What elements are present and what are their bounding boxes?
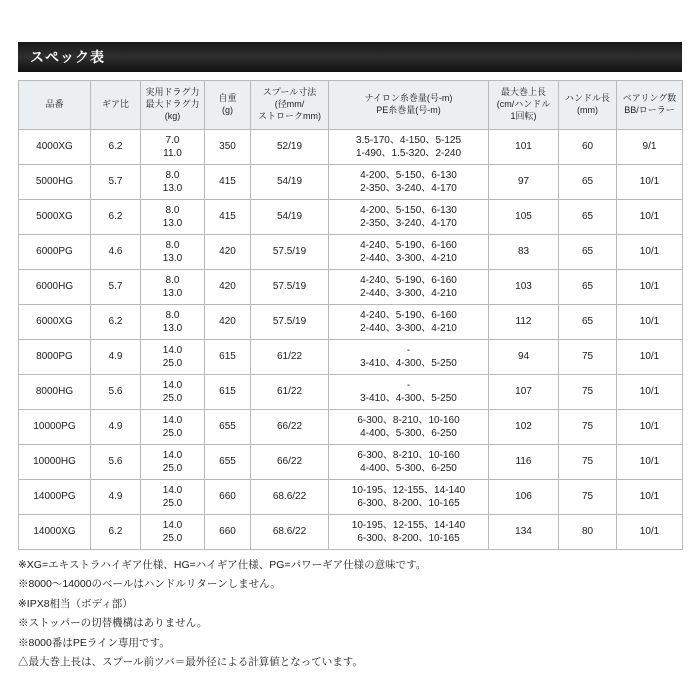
cell-gear-ratio: [91, 445, 141, 480]
cell-model: [19, 130, 91, 165]
cell-drag-practical: 8.0: [165, 204, 180, 216]
cell-spool: [251, 165, 329, 200]
cell-bearings: [617, 165, 683, 200]
cell-retrieve-value: 94: [517, 351, 530, 363]
cell-line-nylon: 10-195、12-155、14-140: [351, 519, 466, 531]
cell-drag-max: 25.0: [162, 498, 183, 509]
cell-bearings-value: 10/1: [639, 491, 660, 503]
cell-line-nylon: 6-300、8-210、10-160: [357, 414, 460, 426]
cell-weight: [205, 515, 251, 550]
cell-drag-max: 13.0: [162, 218, 183, 229]
cell-gear-ratio-value: 5.7: [108, 281, 123, 293]
cell-retrieve-value: 103: [515, 281, 532, 293]
cell-line-nylon: 4-200、5-150、6-130: [360, 204, 457, 216]
note-line: ※ストッパーの切替機構はありません。: [18, 617, 208, 630]
cell-gear-ratio: [91, 130, 141, 165]
cell-weight-value: 660: [219, 526, 236, 538]
cell-spool-value: 68.6/22: [272, 491, 307, 503]
cell-model: [19, 410, 91, 445]
cell-bearings-value: 10/1: [639, 526, 660, 538]
cell-retrieve-value: 97: [517, 176, 530, 188]
column-header-weight-line1: 自重: [218, 93, 237, 104]
cell-drag-max: 13.0: [162, 253, 183, 264]
cell-model: [19, 445, 91, 480]
cell-drag: [141, 410, 205, 445]
cell-line-pe: 3-410、4-300、5-250: [360, 393, 457, 404]
cell-handle-value: 75: [581, 421, 594, 433]
column-header-handle-line2: (mm): [577, 105, 598, 115]
column-header-retrieve-line2: (cm/ハンドル: [496, 99, 551, 110]
page-title: スペック表: [30, 49, 105, 65]
cell-retrieve-value: 134: [515, 526, 532, 538]
cell-handle: [559, 340, 617, 375]
cell-handle-value: 65: [581, 211, 594, 223]
cell-weight-value: 655: [219, 456, 236, 468]
cell-spool: [251, 445, 329, 480]
cell-handle: [559, 375, 617, 410]
cell-drag-practical: 8.0: [165, 169, 180, 181]
cell-retrieve: [489, 340, 559, 375]
cell-model-value: 14000PG: [33, 491, 76, 503]
cell-handle: [559, 515, 617, 550]
cell-drag-max: 13.0: [162, 183, 183, 194]
table-header: [19, 81, 683, 130]
cell-drag: [141, 130, 205, 165]
cell-bearings-value: 10/1: [639, 176, 660, 188]
column-header-bearings-line1: ベアリング数: [622, 93, 677, 104]
cell-gear-ratio: [91, 410, 141, 445]
cell-retrieve: [489, 270, 559, 305]
cell-drag-max: 25.0: [162, 533, 183, 544]
cell-retrieve-value: 106: [515, 491, 532, 503]
cell-drag-practical: 14.0: [162, 344, 183, 356]
column-header-line-nylon: ナイロン糸巻量(号-m): [364, 93, 453, 104]
cell-line-pe: 2-440、3-300、4-210: [360, 253, 457, 264]
column-header-retrieve-line3: 1回転): [510, 110, 537, 121]
cell-weight: [205, 270, 251, 305]
cell-gear-ratio: [91, 340, 141, 375]
cell-handle-value: 65: [581, 246, 594, 258]
column-header-spool-line3: ストロークmm): [258, 110, 321, 121]
cell-spool: [251, 480, 329, 515]
table-row: [19, 130, 683, 165]
cell-gear-ratio-value: 4.6: [108, 246, 123, 258]
cell-drag-practical: 8.0: [165, 309, 180, 321]
cell-drag-practical: 8.0: [165, 274, 180, 286]
cell-line-pe: 4-400、5-300、6-250: [360, 428, 457, 439]
column-header-handle-line1: ハンドル長: [564, 93, 610, 104]
column-header-model: [19, 81, 91, 130]
cell-drag: [141, 480, 205, 515]
cell-drag-max: 25.0: [162, 463, 183, 474]
cell-bearings: [617, 305, 683, 340]
cell-line-capacity: [329, 200, 489, 235]
cell-bearings-value: 9/1: [642, 141, 657, 153]
cell-gear-ratio-value: 6.2: [108, 316, 123, 328]
column-header-weight-line2: (g): [222, 105, 233, 115]
cell-handle: [559, 165, 617, 200]
cell-drag-practical: 8.0: [165, 239, 180, 251]
cell-line-pe: 6-300、8-200、10-165: [357, 498, 460, 509]
table-row: [19, 235, 683, 270]
cell-retrieve-value: 83: [517, 246, 530, 258]
cell-bearings-value: 10/1: [639, 351, 660, 363]
table-row: [19, 200, 683, 235]
cell-retrieve-value: 102: [515, 421, 532, 433]
table-header-row: [19, 81, 683, 130]
cell-spool: [251, 130, 329, 165]
cell-weight-value: 615: [219, 351, 236, 363]
cell-line-capacity: [329, 130, 489, 165]
cell-drag: [141, 445, 205, 480]
column-header-bearings: [617, 81, 683, 130]
cell-model: [19, 480, 91, 515]
cell-weight: [205, 340, 251, 375]
cell-bearings-value: 10/1: [639, 421, 660, 433]
note-line: ※IPX8相当（ボディ部）: [18, 597, 133, 610]
cell-spool: [251, 410, 329, 445]
cell-bearings: [617, 410, 683, 445]
cell-spool-value: 66/22: [276, 456, 303, 468]
cell-line-capacity: [329, 480, 489, 515]
cell-line-nylon: 3.5-170、4-150、5-125: [355, 134, 462, 146]
note-line: ※8000番はPEライン専用です。: [18, 636, 170, 649]
cell-gear-ratio-value: 5.7: [108, 176, 123, 188]
cell-weight-value: 660: [219, 491, 236, 503]
cell-bearings-value: 10/1: [639, 281, 660, 293]
column-header-spool-line1: スプール寸法: [262, 87, 317, 98]
cell-model-value: 8000HG: [35, 386, 74, 398]
table-row: [19, 480, 683, 515]
cell-retrieve: [489, 480, 559, 515]
cell-model: [19, 235, 91, 270]
cell-bearings-value: 10/1: [639, 211, 660, 223]
cell-retrieve: [489, 235, 559, 270]
cell-drag: [141, 375, 205, 410]
cell-retrieve: [489, 375, 559, 410]
cell-drag: [141, 270, 205, 305]
cell-retrieve-value: 112: [515, 316, 532, 328]
cell-retrieve: [489, 445, 559, 480]
cell-gear-ratio: [91, 515, 141, 550]
cell-spool-value: 57.5/19: [272, 246, 307, 258]
cell-model: [19, 200, 91, 235]
cell-spool: [251, 305, 329, 340]
cell-model-value: 6000HG: [35, 281, 74, 293]
cell-drag-practical: 14.0: [162, 519, 183, 531]
cell-drag-practical: 14.0: [162, 414, 183, 426]
cell-model-value: 4000XG: [36, 141, 73, 153]
cell-bearings: [617, 340, 683, 375]
cell-weight: [205, 480, 251, 515]
cell-bearings-value: 10/1: [639, 246, 660, 258]
cell-model-value: 5000HG: [35, 176, 74, 188]
table-row: [19, 515, 683, 550]
cell-weight-value: 350: [219, 141, 236, 153]
cell-weight-value: 655: [219, 421, 236, 433]
cell-model-value: 6000PG: [36, 246, 73, 258]
cell-gear-ratio: [91, 165, 141, 200]
cell-spool-value: 57.5/19: [272, 281, 307, 293]
cell-bearings: [617, 130, 683, 165]
cell-drag: [141, 200, 205, 235]
cell-handle-value: 60: [581, 141, 594, 153]
cell-gear-ratio-value: 4.9: [108, 491, 123, 503]
cell-line-capacity: [329, 270, 489, 305]
cell-gear-ratio: [91, 375, 141, 410]
cell-gear-ratio: [91, 235, 141, 270]
cell-handle: [559, 200, 617, 235]
note-line: ※XG=エキストラハイギア仕様、HG=ハイギア仕様、PG=パワーギア仕様の意味です。: [18, 559, 427, 571]
column-header-gear-ratio-label: ギア比: [101, 99, 129, 110]
cell-model: [19, 340, 91, 375]
cell-line-capacity: [329, 340, 489, 375]
cell-gear-ratio-value: 6.2: [108, 141, 123, 153]
cell-spool: [251, 340, 329, 375]
note-line: △最大巻上長は、スプール前ツバ＝最外径による計算値となっています。: [18, 656, 363, 669]
cell-retrieve: [489, 200, 559, 235]
cell-handle-value: 65: [581, 316, 594, 328]
column-header-spool: [251, 81, 329, 130]
cell-model-value: 8000PG: [36, 351, 73, 363]
cell-drag-max: 25.0: [162, 393, 183, 404]
cell-drag-max: 25.0: [162, 428, 183, 439]
cell-drag-practical: 14.0: [162, 484, 183, 496]
cell-handle: [559, 270, 617, 305]
cell-line-nylon: 10-195、12-155、14-140: [351, 484, 466, 496]
cell-line-nylon: 4-240、5-190、6-160: [360, 309, 457, 321]
cell-model-value: 10000HG: [33, 456, 76, 468]
cell-handle: [559, 480, 617, 515]
cell-gear-ratio: [91, 200, 141, 235]
cell-model: [19, 165, 91, 200]
cell-spool-value: 66/22: [276, 421, 303, 433]
cell-spool-value: 54/19: [276, 211, 303, 223]
cell-bearings: [617, 445, 683, 480]
cell-model: [19, 305, 91, 340]
note-line: ※8000～14000のベールはハンドルリターンしません。: [18, 578, 281, 591]
cell-spool-value: 61/22: [276, 351, 303, 363]
cell-weight-value: 415: [219, 211, 236, 223]
cell-handle-value: 75: [581, 351, 594, 363]
cell-retrieve-value: 116: [515, 456, 532, 468]
table-row: [19, 410, 683, 445]
cell-spool-value: 61/22: [276, 386, 303, 398]
cell-handle-value: 75: [581, 491, 594, 503]
cell-spool: [251, 515, 329, 550]
cell-handle-value: 65: [581, 281, 594, 293]
cell-bearings: [617, 270, 683, 305]
cell-line-nylon: 6-300、8-210、10-160: [357, 449, 460, 461]
cell-weight: [205, 410, 251, 445]
cell-drag: [141, 305, 205, 340]
section-header: [18, 42, 682, 72]
cell-retrieve: [489, 305, 559, 340]
cell-model-value: 14000XG: [33, 526, 76, 538]
cell-model: [19, 375, 91, 410]
cell-gear-ratio-value: 5.6: [108, 386, 123, 398]
column-header-drag-line2: 最大ドラグ力: [145, 99, 200, 110]
cell-model-value: 6000XG: [36, 316, 73, 328]
cell-gear-ratio: [91, 270, 141, 305]
column-header-weight: [205, 81, 251, 130]
cell-drag: [141, 165, 205, 200]
table-body: [19, 130, 683, 550]
cell-spool-value: 54/19: [276, 176, 303, 188]
cell-line-nylon: 4-240、5-190、6-160: [360, 274, 457, 286]
spec-table: [18, 80, 683, 550]
cell-drag-practical: 7.0: [165, 134, 180, 146]
cell-weight-value: 615: [219, 386, 236, 398]
cell-model-value: 5000XG: [36, 211, 73, 223]
table-row: [19, 445, 683, 480]
cell-drag: [141, 235, 205, 270]
cell-retrieve-value: 101: [515, 141, 532, 153]
table-row: [19, 165, 683, 200]
column-header-drag-line3: (kg): [164, 110, 181, 121]
cell-gear-ratio-value: 5.6: [108, 456, 123, 468]
cell-handle: [559, 235, 617, 270]
cell-bearings: [617, 480, 683, 515]
cell-spool-value: 52/19: [276, 141, 303, 153]
column-header-bearings-line2: BB/ローラー: [624, 105, 675, 115]
cell-line-pe: 2-350、3-240、4-170: [360, 218, 457, 229]
table-row: [19, 340, 683, 375]
column-header-gear-ratio: [91, 81, 141, 130]
cell-bearings: [617, 375, 683, 410]
cell-handle: [559, 130, 617, 165]
cell-weight-value: 420: [219, 316, 236, 328]
cell-gear-ratio-value: 6.2: [108, 211, 123, 223]
cell-spool-value: 57.5/19: [272, 316, 307, 328]
cell-line-pe: 2-440、3-300、4-210: [360, 288, 457, 299]
cell-line-capacity: [329, 515, 489, 550]
column-header-retrieve-line1: 最大巻上長: [500, 87, 546, 98]
cell-drag-max: 25.0: [162, 358, 183, 369]
cell-weight: [205, 200, 251, 235]
cell-weight: [205, 445, 251, 480]
cell-line-pe: 6-300、8-200、10-165: [357, 533, 460, 544]
cell-weight: [205, 130, 251, 165]
notes-block: [18, 556, 688, 673]
cell-gear-ratio: [91, 305, 141, 340]
cell-gear-ratio: [91, 480, 141, 515]
cell-retrieve: [489, 130, 559, 165]
cell-handle-value: 75: [581, 456, 594, 468]
cell-bearings-value: 10/1: [639, 456, 660, 468]
cell-weight: [205, 165, 251, 200]
cell-line-pe: 1-490、1.5-320、2-240: [355, 148, 462, 159]
cell-line-pe: 3-410、4-300、5-250: [360, 358, 457, 369]
cell-line-pe: 2-440、3-300、4-210: [360, 323, 457, 334]
cell-bearings: [617, 235, 683, 270]
cell-gear-ratio-value: 4.9: [108, 351, 123, 363]
cell-line-nylon: -: [406, 379, 411, 391]
cell-retrieve: [489, 410, 559, 445]
cell-gear-ratio-value: 4.9: [108, 421, 123, 433]
cell-weight-value: 420: [219, 246, 236, 258]
cell-bearings-value: 10/1: [639, 386, 660, 398]
cell-spool: [251, 200, 329, 235]
cell-drag: [141, 340, 205, 375]
cell-gear-ratio-value: 6.2: [108, 526, 123, 538]
cell-model-value: 10000PG: [33, 421, 76, 433]
cell-line-pe: 2-350、3-240、4-170: [360, 183, 457, 194]
column-header-model-label: 品番: [45, 99, 64, 110]
cell-drag-max: 13.0: [162, 323, 183, 334]
cell-bearings-value: 10/1: [639, 316, 660, 328]
cell-handle: [559, 305, 617, 340]
column-header-retrieve: [489, 81, 559, 130]
cell-handle-value: 65: [581, 176, 594, 188]
cell-handle-value: 80: [581, 526, 594, 538]
cell-line-capacity: [329, 410, 489, 445]
table-row: [19, 305, 683, 340]
cell-spool: [251, 235, 329, 270]
column-header-line-capacity: [329, 81, 489, 130]
cell-line-capacity: [329, 375, 489, 410]
column-header-line-pe: PE糸巻量(号-m): [376, 105, 441, 115]
cell-weight: [205, 235, 251, 270]
cell-weight: [205, 305, 251, 340]
cell-drag-max: 11.0: [163, 148, 182, 159]
cell-weight-value: 420: [219, 281, 236, 293]
cell-drag-practical: 14.0: [162, 379, 183, 391]
cell-line-nylon: -: [406, 344, 411, 356]
column-header-drag: [141, 81, 205, 130]
cell-drag: [141, 515, 205, 550]
cell-handle-value: 75: [581, 386, 594, 398]
cell-line-capacity: [329, 165, 489, 200]
cell-handle: [559, 410, 617, 445]
table-row: [19, 270, 683, 305]
cell-line-nylon: 4-240、5-190、6-160: [360, 239, 457, 251]
cell-drag-practical: 14.0: [162, 449, 183, 461]
cell-line-capacity: [329, 235, 489, 270]
column-header-drag-line1: 実用ドラグ力: [145, 87, 200, 98]
cell-spool: [251, 270, 329, 305]
cell-line-nylon: 4-200、5-150、6-130: [360, 169, 457, 181]
cell-model: [19, 515, 91, 550]
cell-line-pe: 4-400、5-300、6-250: [360, 463, 457, 474]
cell-weight: [205, 375, 251, 410]
cell-retrieve: [489, 515, 559, 550]
column-header-handle: [559, 81, 617, 130]
cell-retrieve-value: 107: [515, 386, 532, 398]
cell-bearings: [617, 200, 683, 235]
cell-weight-value: 415: [219, 176, 236, 188]
cell-line-capacity: [329, 305, 489, 340]
cell-spool: [251, 375, 329, 410]
cell-spool-value: 68.6/22: [272, 526, 307, 538]
cell-drag-max: 13.0: [162, 288, 183, 299]
cell-line-capacity: [329, 445, 489, 480]
cell-model: [19, 270, 91, 305]
cell-retrieve-value: 105: [515, 211, 532, 223]
column-header-spool-line2: (径mm/: [274, 99, 305, 110]
table-row: [19, 375, 683, 410]
cell-handle: [559, 445, 617, 480]
cell-retrieve: [489, 165, 559, 200]
cell-bearings: [617, 515, 683, 550]
